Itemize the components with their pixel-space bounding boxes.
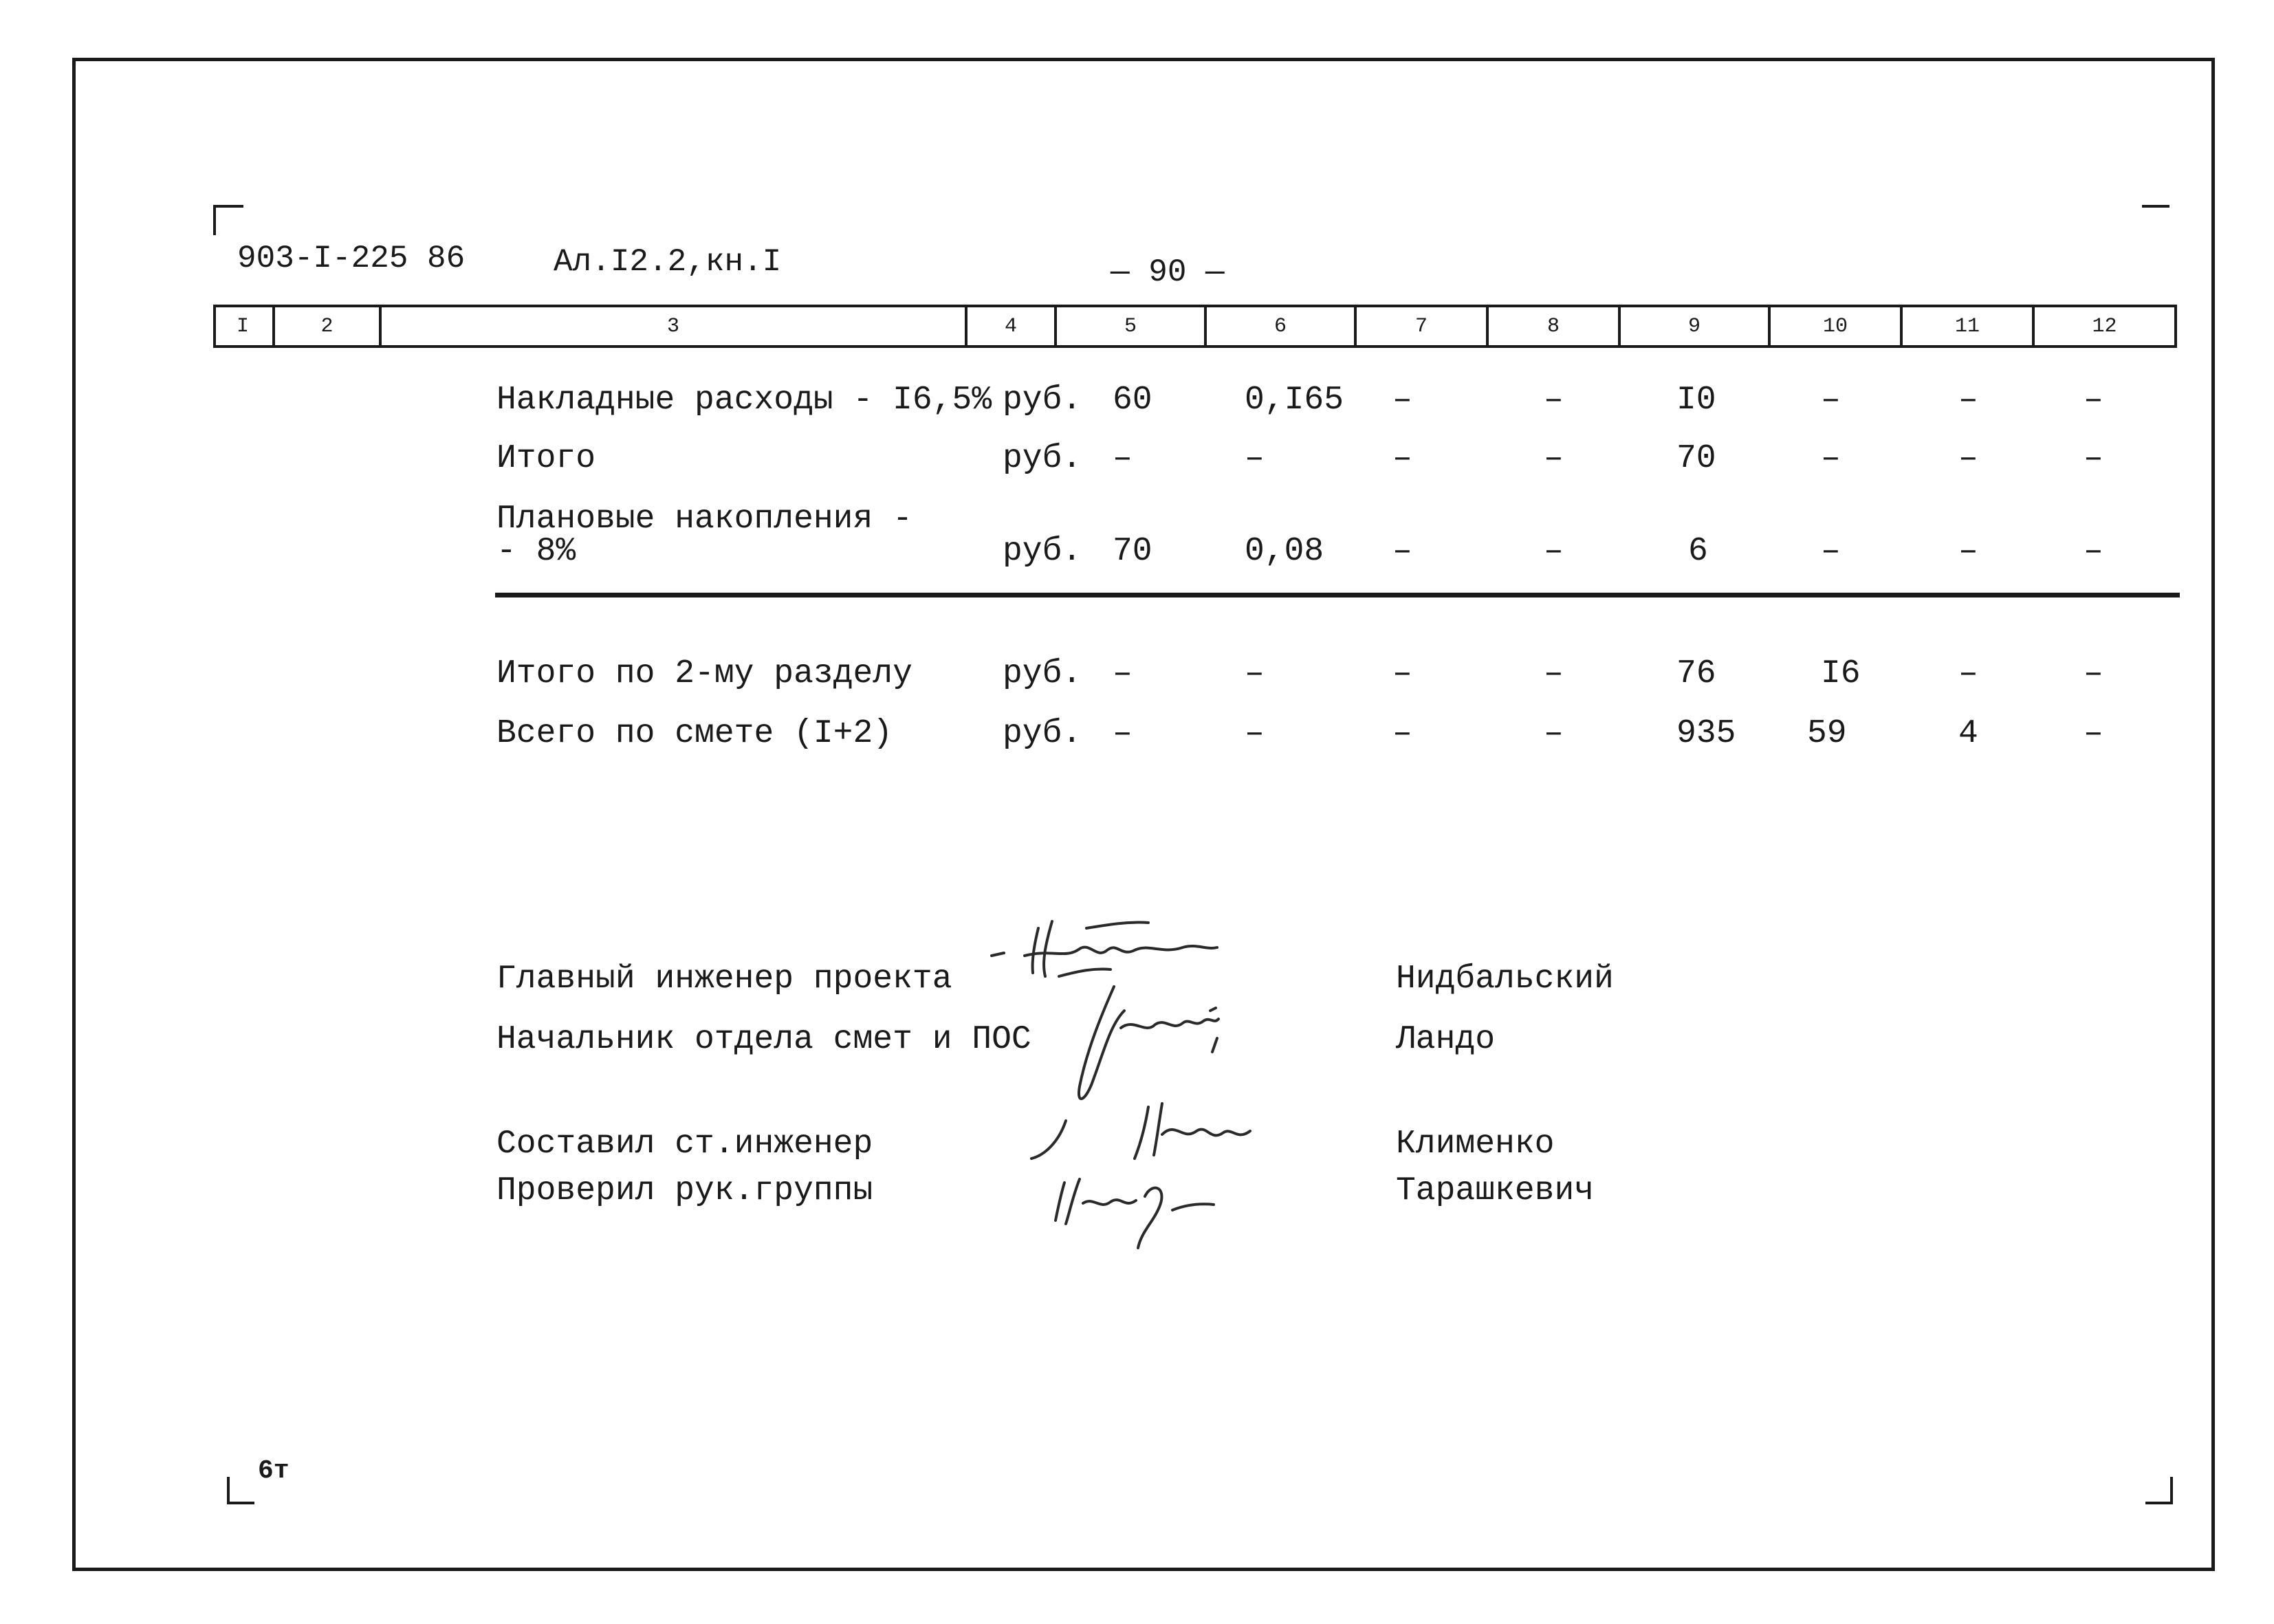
table-cell: –: [1544, 440, 1564, 477]
table-cell: –: [2084, 382, 2103, 419]
table-cell: –: [1544, 533, 1564, 570]
col-head-9: 9: [1618, 307, 1768, 345]
signature-person: Клименко: [1396, 1126, 1555, 1163]
signature-role: Составил ст.инженер: [496, 1126, 873, 1163]
col-head-8: 8: [1486, 307, 1618, 345]
album-ref: Ал.I2.2,кн.I: [554, 244, 782, 280]
table-row-unit: руб.: [1003, 440, 1082, 477]
signature-role: Проверил рук.группы: [496, 1172, 873, 1209]
signature-person: Ландо: [1396, 1021, 1496, 1058]
corner-mark-top-left: [213, 205, 243, 235]
corner-mark-top-right: [2142, 205, 2169, 221]
sheet-mark: 6т: [258, 1456, 289, 1486]
signature-role: Главный инженер проекта: [496, 961, 952, 998]
table-row-name: Итого: [496, 440, 596, 477]
table-cell: –: [1392, 715, 1412, 752]
totals-row-name: Всего по смете (I+2): [496, 715, 893, 752]
table-cell: –: [1544, 715, 1564, 752]
table-cell: –: [1544, 655, 1564, 692]
col-head-5: 5: [1054, 307, 1204, 345]
table-cell: –: [1113, 655, 1133, 692]
table-cell: 60: [1113, 382, 1152, 419]
table-cell: –: [1245, 715, 1265, 752]
table-cell: –: [1113, 440, 1133, 477]
table-cell: –: [1958, 533, 1978, 570]
column-number-strip: [213, 305, 2177, 348]
table-cell: –: [2084, 715, 2103, 752]
table-cell: 70: [1676, 440, 1716, 477]
col-head-6: 6: [1204, 307, 1354, 345]
table-cell: I6: [1821, 655, 1861, 692]
signature-person: Тарашкевич: [1396, 1172, 1595, 1209]
col-head-2: 2: [272, 307, 379, 345]
table-cell: 70: [1113, 533, 1152, 570]
totals-row-unit: руб.: [1003, 655, 1082, 692]
table-cell: –: [1958, 382, 1978, 419]
table-cell: 0,08: [1245, 533, 1324, 570]
table-cell: I0: [1676, 382, 1716, 419]
table-cell: 59: [1807, 715, 1847, 752]
table-cell: –: [1392, 655, 1412, 692]
table-row-name-line2: - 8%: [496, 533, 576, 570]
table-cell: –: [1392, 533, 1412, 570]
table-row-unit: руб.: [1003, 533, 1082, 570]
table-cell: 4: [1958, 715, 1978, 752]
table-cell: 0,I65: [1245, 382, 1344, 419]
table-cell: –: [2084, 533, 2103, 570]
table-cell: –: [1245, 655, 1265, 692]
table-row-name-line1: Плановые накопления -: [496, 501, 912, 538]
table-cell: 6: [1688, 533, 1708, 570]
totals-row-name: Итого по 2-му разделу: [496, 655, 912, 692]
col-head-3: 3: [379, 307, 965, 345]
table-cell: –: [1245, 440, 1265, 477]
table-cell: 76: [1676, 655, 1716, 692]
col-head-12: 12: [2032, 307, 2174, 345]
page-number: — 90 —: [1111, 254, 1225, 290]
col-head-11: 11: [1900, 307, 2032, 345]
table-cell: –: [1821, 533, 1841, 570]
table-cell: –: [1958, 440, 1978, 477]
col-head-1: I: [236, 314, 249, 338]
table-cell: –: [1821, 382, 1841, 419]
table-cell: –: [2084, 655, 2103, 692]
col-head-7: 7: [1354, 307, 1486, 345]
signature-role: Начальник отдела смет и ПОС: [496, 1021, 1031, 1058]
table-cell: –: [1113, 715, 1133, 752]
signature-person: Нидбальский: [1396, 961, 1614, 998]
table-cell: 935: [1676, 715, 1736, 752]
totals-row-unit: руб.: [1003, 715, 1082, 752]
table-cell: –: [1958, 655, 1978, 692]
corner-mark-bottom-left: [227, 1477, 254, 1504]
table-row-name: Накладные расходы - I6,5%: [496, 382, 992, 419]
doc-code: 903-I-225 86: [237, 241, 466, 276]
section-divider: [495, 593, 2180, 597]
table-cell: –: [1392, 440, 1412, 477]
table-cell: –: [1392, 382, 1412, 419]
corner-mark-bottom-right: [2145, 1477, 2173, 1504]
table-row-unit: руб.: [1003, 382, 1082, 419]
table-cell: –: [1544, 382, 1564, 419]
table-cell: –: [2084, 440, 2103, 477]
col-head-4: 4: [965, 307, 1054, 345]
col-head-10: 10: [1768, 307, 1900, 345]
table-cell: –: [1821, 440, 1841, 477]
handwritten-signatures: [976, 908, 1362, 1265]
